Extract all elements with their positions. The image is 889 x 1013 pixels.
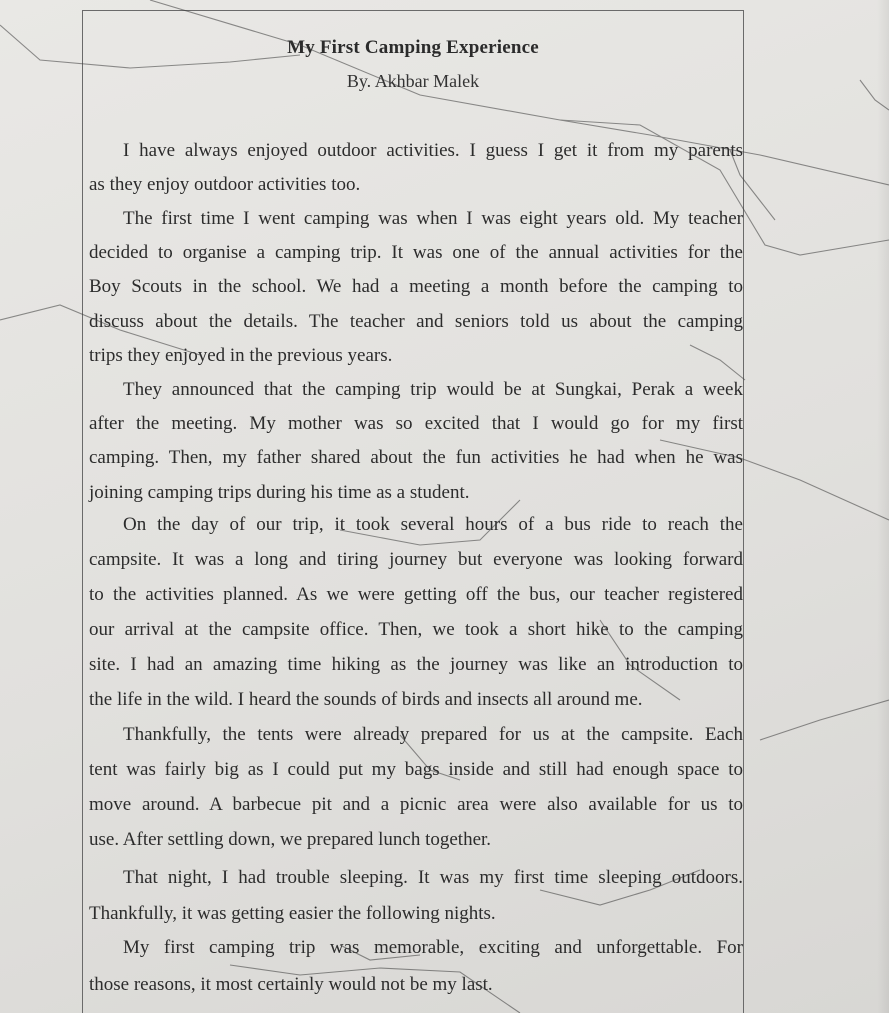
- text-line: The first time I went camping was when I was eight years old. My teacher: [123, 208, 743, 229]
- page-shadow: [877, 0, 889, 1013]
- text-line: the life in the wild. I heard the sounds of birds and insects all around me.: [89, 689, 643, 710]
- text-line: joining camping trips during his time as a student.: [89, 482, 470, 503]
- text-line: I have always enjoyed outdoor activities. I guess I get it from my parents: [123, 140, 743, 161]
- text-line: Thankfully, it was getting easier the following nights.: [89, 903, 496, 924]
- text-line: decided to organise a camping trip. It was one of the annual activities for the: [89, 242, 743, 263]
- text-line: tent was fairly big as I could put my bags inside and still had enough space to: [89, 759, 743, 780]
- text-line: our arrival at the campsite office. Then, we took a short hike to the camping: [89, 619, 743, 640]
- text-line: use. After settling down, we prepared lunch together.: [89, 829, 492, 850]
- essay-title: My First Camping Experience: [287, 37, 539, 58]
- text-line: trips they enjoyed in the previous years.: [89, 345, 393, 366]
- text-line: Boy Scouts in the school. We had a meeting a month before the camping to: [89, 276, 743, 297]
- text-line: to the activities planned. As we were getting off the bus, our teacher registered: [89, 584, 743, 605]
- text-line: site. I had an amazing time hiking as the journey was like an introduction to: [89, 654, 743, 675]
- text-line: They announced that the camping trip would be at Sungkai, Perak a week: [123, 379, 743, 400]
- essay-author: By. Akhbar Malek: [346, 71, 480, 91]
- text-line: discuss about the details. The teacher and seniors told us about the camping: [89, 311, 743, 332]
- text-line: On the day of our trip, it took several hours of a bus ride to reach the: [123, 514, 743, 535]
- essay-frame: [82, 10, 744, 1013]
- text-line: Thankfully, the tents were already prepared for us at the campsite. Each: [123, 724, 743, 745]
- text-line: as they enjoy outdoor activities too.: [89, 174, 361, 195]
- text-line: those reasons, it most certainly would not be my last.: [89, 974, 493, 995]
- text-line: after the meeting. My mother was so excited that I would go for my first: [89, 413, 743, 434]
- text-line: campsite. It was a long and tiring journey but everyone was looking forward: [89, 549, 743, 570]
- text-line: move around. A barbecue pit and a picnic area were also available for us to: [89, 794, 743, 815]
- text-line: That night, I had trouble sleeping. It was my first time sleeping outdoors.: [123, 867, 743, 888]
- text-line: My first camping trip was memorable, exciting and unforgettable. For: [123, 937, 743, 958]
- text-line: camping. Then, my father shared about the fun activities he had when he was: [89, 447, 743, 468]
